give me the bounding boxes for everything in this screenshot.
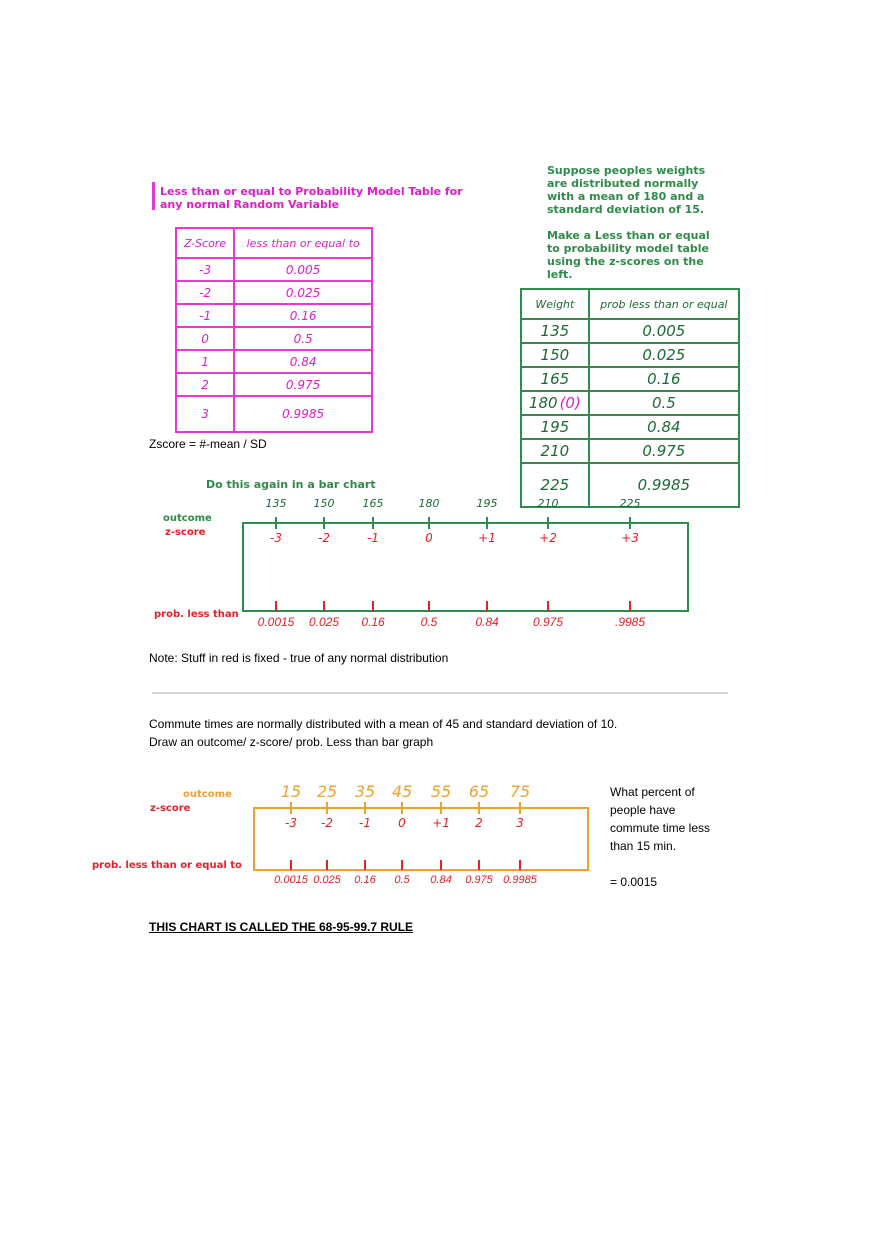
- table-cell: 150: [521, 343, 589, 367]
- table-header-cell: prob less than or equal: [589, 289, 739, 319]
- outcome-tick: [519, 802, 521, 814]
- outcome-label: 150: [313, 497, 335, 510]
- outcome-label: 180: [418, 497, 440, 510]
- table-cell: 0.16: [589, 367, 739, 391]
- prob-tick: [486, 601, 488, 611]
- zscore-label: 0: [425, 531, 433, 545]
- table-row: [521, 367, 739, 391]
- zscore-label: +3: [621, 531, 639, 545]
- table-row: [176, 373, 372, 396]
- question-line: than 15 min.: [610, 839, 677, 853]
- question-line: commute time less: [610, 821, 711, 835]
- prob-tick: [519, 860, 521, 870]
- prob-tick: [428, 601, 430, 611]
- chart1-outcome-label: outcome: [163, 513, 212, 524]
- pink-bracket: [152, 182, 155, 210]
- table-cell: 180 (0): [521, 391, 589, 415]
- chart2-bar: [253, 807, 589, 871]
- note-text: Note: Stuff in red is fixed - true of any normal distribution: [149, 651, 449, 665]
- pink-probability-table: [175, 227, 373, 433]
- zscore-label: 0: [398, 816, 406, 830]
- table-cell: 225: [521, 463, 589, 507]
- prob-tick: [364, 860, 366, 870]
- zscore-label: +1: [432, 816, 450, 830]
- question-text: [610, 783, 710, 891]
- prob-label: 0.5: [420, 615, 438, 629]
- zscore-label: -3: [270, 531, 282, 545]
- prob-tick: [401, 860, 403, 870]
- prob-tick: [275, 601, 277, 611]
- table-cell: 0: [176, 327, 234, 350]
- outcome-label: 55: [430, 782, 452, 801]
- table-cell: 0.975: [589, 439, 739, 463]
- prob-label: 0.9985: [503, 874, 537, 886]
- prompt-line: Suppose peoples weights: [547, 164, 706, 177]
- table-row: [176, 327, 372, 350]
- prob-label: 0.025: [308, 615, 340, 629]
- table-cell: 0.025: [234, 281, 372, 304]
- answer-text: = 0.0015: [610, 875, 658, 889]
- prob-tick: [440, 860, 442, 870]
- outcome-tick: [323, 517, 325, 529]
- rule-title: THIS CHART IS CALLED THE 68-95-99.7 RULE: [149, 920, 414, 934]
- prob-label: 0.025: [313, 874, 341, 886]
- prob-tick: [547, 601, 549, 611]
- prob-tick: [629, 601, 631, 611]
- zscore-formula: Zscore = #-mean / SD: [149, 437, 267, 451]
- zscore-label: 2: [475, 816, 483, 830]
- table-cell: 0.9985: [589, 463, 739, 507]
- weights-prompt: [547, 164, 710, 281]
- outcome-tick: [275, 517, 277, 529]
- prob-label: 0.16: [354, 874, 376, 886]
- prompt-line: to probability model table: [547, 242, 709, 255]
- table-cell: -3: [176, 258, 234, 281]
- table-row: [176, 396, 372, 432]
- prob-label: 0.84: [430, 874, 452, 886]
- prob-label: .9985: [614, 615, 646, 629]
- table-cell: 2: [176, 373, 234, 396]
- chart2-outcome-label: outcome: [183, 789, 232, 800]
- outcome-tick: [326, 802, 328, 814]
- table-cell: 195: [521, 415, 589, 439]
- prob-tick: [323, 601, 325, 611]
- weight-probability-table: [520, 288, 740, 508]
- table-row: [521, 391, 739, 415]
- table-cell: 0.84: [589, 415, 739, 439]
- prob-label: 0.16: [361, 615, 385, 629]
- pink-title-line: any normal Random Variable: [160, 198, 340, 211]
- table-cell: 165: [521, 367, 589, 391]
- outcome-label: 135: [265, 497, 287, 510]
- zscore-label: -2: [321, 816, 333, 830]
- chart1-prob-label: prob. less than: [154, 609, 239, 620]
- divider: [152, 692, 728, 694]
- outcome-label: 45: [391, 782, 413, 801]
- table-cell: -1: [176, 304, 234, 327]
- commute-line: Commute times are normally distributed with a mean of 45 and standard deviation of 10.: [149, 717, 618, 731]
- outcome-tick: [364, 802, 366, 814]
- prob-tick: [478, 860, 480, 870]
- table-cell: 135: [521, 319, 589, 343]
- outcome-tick: [290, 802, 292, 814]
- table-row: [521, 343, 739, 367]
- table-cell: -2: [176, 281, 234, 304]
- commute-line: Draw an outcome/ z-score/ prob. Less than bar graph: [149, 735, 434, 749]
- chart2-zscore-label: z-score: [150, 803, 191, 814]
- zscore-label: -1: [359, 816, 371, 830]
- table-row: [176, 304, 372, 327]
- prob-tick: [326, 860, 328, 870]
- zscore-label: -2: [318, 531, 330, 545]
- outcome-label: 35: [354, 782, 376, 801]
- table-row: [176, 281, 372, 304]
- table-header-cell: Weight: [521, 289, 589, 319]
- outcome-tick: [478, 802, 480, 814]
- table-cell: 0.005: [234, 258, 372, 281]
- prompt-line: left.: [547, 268, 573, 281]
- outcome-tick: [629, 517, 631, 529]
- table-cell: 3: [176, 396, 234, 432]
- table-cell: 0.025: [589, 343, 739, 367]
- zscore-label: -1: [367, 531, 379, 545]
- table-cell: 0.5: [234, 327, 372, 350]
- outcome-label: 25: [316, 782, 338, 801]
- table-cell: 0.16: [234, 304, 372, 327]
- table-row: [521, 439, 739, 463]
- zscore-label: +2: [539, 531, 557, 545]
- table-header-cell: less than or equal to: [234, 228, 372, 258]
- zscore-label: -3: [285, 816, 297, 830]
- prob-label: 0.975: [465, 874, 493, 886]
- outcome-label: 210: [537, 497, 559, 510]
- outcome-label: 75: [509, 782, 531, 801]
- outcome-label: 15: [280, 782, 302, 801]
- outcome-label: 195: [476, 497, 498, 510]
- outcome-label: 65: [468, 782, 490, 801]
- prob-label: 0.5: [394, 874, 410, 886]
- table-row: [521, 415, 739, 439]
- table-header-row: [521, 289, 739, 319]
- outcome-tick: [428, 517, 430, 529]
- outcome-tick: [440, 802, 442, 814]
- table-header-row: [176, 228, 372, 258]
- prompt-line: using the z-scores on the: [547, 255, 704, 268]
- prob-tick: [372, 601, 374, 611]
- zscore-label: 3: [516, 816, 524, 830]
- prompt-line: Make a Less than or equal: [547, 229, 710, 242]
- table-cell: 0.84: [234, 350, 372, 373]
- table-cell: 0.9985: [234, 396, 372, 432]
- chart2-prob-label: prob. less than or equal to: [92, 860, 242, 871]
- prob-label: 0.0015: [257, 615, 295, 629]
- prompt-line: with a mean of 180 and a: [547, 190, 705, 203]
- question-line: What percent of: [610, 785, 695, 799]
- outcome-tick: [401, 802, 403, 814]
- outcome-label: 165: [362, 497, 384, 510]
- outcome-tick: [486, 517, 488, 529]
- commute-text: [149, 715, 617, 751]
- table-row: [521, 319, 739, 343]
- outcome-label: 225: [619, 497, 641, 510]
- prob-label: 0.84: [475, 615, 499, 629]
- question-line: people have: [610, 803, 676, 817]
- pink-title-line: Less than or equal to Probability Model Table for: [160, 185, 463, 198]
- prob-label: 0.0015: [274, 874, 308, 886]
- prob-label: 0.975: [532, 615, 564, 629]
- pink-title: [160, 185, 463, 211]
- outcome-tick: [372, 517, 374, 529]
- prompt-line: standard deviation of 15.: [547, 203, 705, 216]
- table-row: [176, 258, 372, 281]
- table-cell: 1: [176, 350, 234, 373]
- prompt-line: are distributed normally: [547, 177, 699, 190]
- prob-tick: [290, 860, 292, 870]
- table-cell: 0.5: [589, 391, 739, 415]
- table-header-cell: Z-Score: [176, 228, 234, 258]
- table-row: [176, 350, 372, 373]
- table-cell: 210: [521, 439, 589, 463]
- outcome-tick: [547, 517, 549, 529]
- chart1-zscore-label: z-score: [165, 527, 206, 538]
- chart1-title: Do this again in a bar chart: [206, 478, 376, 491]
- zero-zscore-mark: (0): [559, 394, 581, 412]
- zscore-label: +1: [478, 531, 496, 545]
- table-cell: 0.975: [234, 373, 372, 396]
- table-cell: 0.005: [589, 319, 739, 343]
